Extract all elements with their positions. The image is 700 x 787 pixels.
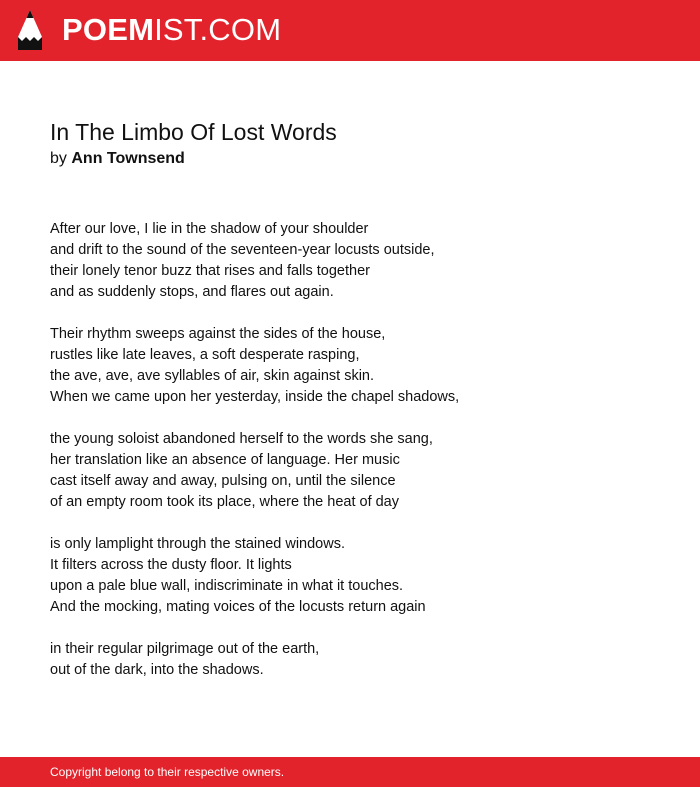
- poem-line: After our love, I lie in the shadow of your shoulder: [50, 221, 369, 237]
- poem-line: cast itself away and away, pulsing on, until the silence: [50, 473, 396, 489]
- poem-author: Ann Townsend: [71, 150, 185, 167]
- poem-stanza: [50, 324, 650, 408]
- poem-line: and as suddenly stops, and flares out again.: [50, 284, 334, 300]
- poem-line: Their rhythm sweeps against the sides of the house,: [50, 326, 386, 342]
- poem-title: In The Limbo Of Lost Words: [50, 119, 337, 145]
- poem-line: upon a pale blue wall, indiscriminate in what it touches.: [50, 578, 404, 594]
- poem-byline: [50, 149, 185, 169]
- poem-stanza: [50, 429, 650, 513]
- logo-light-text: IST.COM: [154, 12, 282, 47]
- copyright-text: Copyright belong to their respective owners.: [50, 765, 285, 779]
- poem-line: of an empty room took its place, where the heat of day: [50, 494, 399, 510]
- poem-line: And the mocking, mating voices of the locusts return again: [50, 599, 426, 615]
- poem-line: her translation like an absence of language. Her music: [50, 452, 400, 468]
- logo-bold-text: POEM: [62, 12, 155, 47]
- poem-line: out of the dark, into the shadows.: [50, 662, 264, 678]
- site-header: [0, 0, 700, 61]
- poem-line: their lonely tenor buzz that rises and falls together: [50, 263, 370, 279]
- poem-line: When we came upon her yesterday, inside the chapel shadows,: [50, 389, 460, 405]
- poem-stanza: [50, 219, 650, 303]
- by-label: by: [50, 150, 67, 167]
- poem-line: in their regular pilgrimage out of the earth,: [50, 641, 320, 657]
- poem-line: the ave, ave, ave syllables of air, skin against skin.: [50, 368, 375, 384]
- poem-line: rustles like late leaves, a soft desperate rasping,: [50, 347, 360, 363]
- poem-line: It filters across the dusty floor. It lights: [50, 557, 292, 573]
- pencil-icon[interactable]: [16, 9, 44, 51]
- site-footer: [0, 757, 700, 787]
- site-logo[interactable]: [62, 12, 281, 48]
- poem-stanza: [50, 534, 650, 618]
- poem-body: [50, 219, 650, 702]
- poem-line: and drift to the sound of the seventeen-year locusts outside,: [50, 242, 435, 258]
- poem-line: the young soloist abandoned herself to the words she sang,: [50, 431, 433, 447]
- poem-stanza: [50, 639, 650, 681]
- poem-line: is only lamplight through the stained windows.: [50, 536, 345, 552]
